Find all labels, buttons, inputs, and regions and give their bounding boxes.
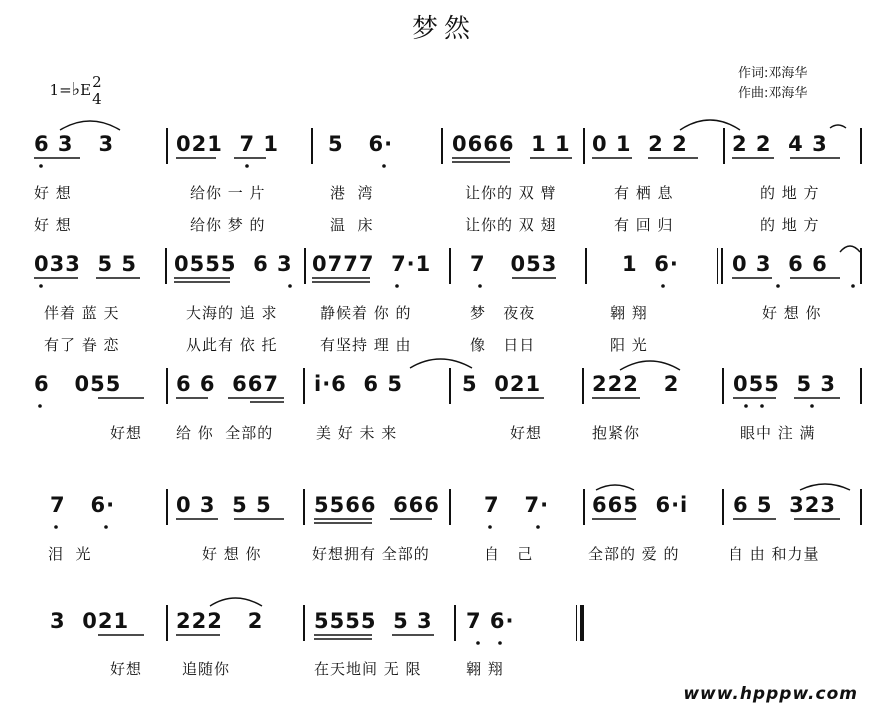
bar-line — [166, 605, 168, 641]
lyric: 好 想 — [34, 216, 72, 234]
lyric: 温 床 — [330, 216, 374, 234]
measure-notes: 6 6 667 — [176, 372, 279, 396]
slur — [210, 598, 262, 606]
final-bar-line — [580, 605, 584, 641]
flat-icon: ♭ — [71, 79, 81, 100]
octave-dot — [476, 641, 480, 645]
lyric: 有 回 归 — [614, 216, 674, 234]
bar-line — [722, 368, 724, 404]
slur-marks — [60, 120, 860, 606]
slur — [830, 125, 846, 128]
octave-dot — [744, 404, 748, 408]
lyric: 给你 梦 的 — [190, 216, 266, 234]
bar-line — [860, 489, 862, 525]
bar-line — [860, 248, 862, 284]
lyric: 好想 — [510, 424, 543, 442]
lyric: 梦 夜夜 — [470, 304, 536, 322]
octave-dot — [104, 525, 108, 529]
bar-line — [860, 128, 862, 164]
octave-dot — [498, 641, 502, 645]
underline-beams — [34, 158, 840, 639]
time-signature — [92, 74, 102, 108]
lyric: 让你的 双 翅 — [465, 216, 557, 234]
slur — [60, 121, 120, 130]
website-watermark: www.hpppw.com — [683, 684, 858, 704]
bar-line — [583, 128, 585, 164]
lyricist-credit: 作词:邓海华 — [738, 66, 808, 81]
slur — [680, 120, 740, 130]
lyric: 从此有 依 托 — [186, 336, 278, 354]
bar-line — [303, 489, 305, 525]
lyric: 翱 翔 — [466, 660, 504, 678]
bar-line — [304, 248, 306, 284]
key-prefix: 1= — [49, 81, 72, 99]
meter-bottom: 4 — [92, 90, 102, 108]
repeat-bar-line — [717, 248, 718, 284]
slur — [620, 361, 680, 370]
octave-dot — [536, 525, 540, 529]
lyric: 好想 — [110, 424, 143, 442]
meter-top: 2 — [92, 73, 102, 91]
slur — [840, 246, 860, 252]
slur — [410, 359, 472, 368]
octave-dot — [245, 164, 249, 168]
bar-line — [722, 489, 724, 525]
measure-notes: 222 2 — [592, 372, 680, 396]
bar-line — [583, 489, 585, 525]
measure-notes: 0 3 5 5 — [176, 493, 272, 517]
bar-line — [166, 128, 168, 164]
measure-notes: 033 5 5 — [34, 252, 137, 276]
octave-dot — [776, 284, 780, 288]
octave-dot — [661, 284, 665, 288]
lyric: 让你的 双 臂 — [465, 184, 557, 202]
slur — [800, 484, 850, 490]
measure-notes: 021 7 1 — [176, 132, 279, 156]
bar-line — [311, 128, 313, 164]
bar-line — [860, 368, 862, 404]
octave-dot — [382, 164, 386, 168]
lyric: 有 栖 息 — [614, 184, 674, 202]
octave-dot — [39, 164, 43, 168]
octave-dot — [54, 525, 58, 529]
lyric: 好 想 — [34, 184, 72, 202]
octave-dot — [288, 284, 292, 288]
measure-notes: 5555 5 3 — [314, 609, 433, 633]
lyric: 像 日日 — [470, 336, 536, 354]
repeat-bar-line — [721, 248, 723, 284]
measure-notes: 665 6·i — [592, 493, 689, 517]
final-bar-line — [576, 605, 577, 641]
bar-line — [449, 368, 451, 404]
lyric: 阳 光 — [610, 336, 648, 354]
measure-notes: 2 2 4 3 — [732, 132, 828, 156]
lyric: 有了 眷 恋 — [44, 336, 120, 354]
lyric: 泪 光 — [48, 545, 92, 563]
key-signature — [40, 56, 102, 108]
octave-dots — [38, 164, 855, 645]
bar-line — [585, 248, 587, 284]
lyric: 眼中 注 满 — [740, 424, 816, 442]
measure-notes: 0555 6 3 — [174, 252, 293, 276]
lyric: 的 地 方 — [760, 184, 820, 202]
octave-dot — [395, 284, 399, 288]
bar-line — [166, 489, 168, 525]
measure-notes: 3 021 — [50, 609, 130, 633]
lyric: 伴着 蓝 天 — [44, 304, 120, 322]
bar-line — [166, 368, 168, 404]
octave-dot — [760, 404, 764, 408]
octave-dot — [39, 284, 43, 288]
lyric: 好想 — [110, 660, 143, 678]
measure-notes: i·6 6 5 — [314, 372, 403, 396]
bar-line — [441, 128, 443, 164]
bar-line — [449, 489, 451, 525]
measure-notes: 7 6· — [466, 609, 515, 633]
lyric: 全部的 爱 的 — [588, 545, 680, 563]
lyric: 好想拥有 全部的 — [312, 545, 430, 563]
bar-line — [723, 128, 725, 164]
measure-notes: 7 053 — [470, 252, 558, 276]
octave-dot — [38, 404, 42, 408]
lyric: 追随你 — [182, 660, 231, 678]
measure-notes: 5 021 — [462, 372, 542, 396]
measure-notes: 6 5 323 — [733, 493, 836, 517]
measure-notes: 7 7· — [484, 493, 550, 517]
lyric: 美 好 未 来 — [316, 424, 398, 442]
bar-line — [449, 248, 451, 284]
song-title: 梦然 — [411, 14, 476, 44]
lyric: 给你 一 片 — [190, 184, 266, 202]
lyric: 自 由 和力量 — [728, 545, 820, 563]
composer-credit: 作曲:邓海华 — [738, 86, 808, 101]
lyric: 港 湾 — [330, 184, 374, 202]
lyric: 在天地间 无 限 — [314, 660, 422, 678]
measure-notes: 0 3 6 6 — [732, 252, 828, 276]
lyric: 大海的 追 求 — [186, 304, 278, 322]
measure-notes: 0777 7·1 — [312, 252, 432, 276]
lyric: 静候着 你 的 — [320, 304, 412, 322]
measure-notes: 7 6· — [50, 493, 116, 517]
lyric: 自 己 — [484, 545, 534, 563]
lyric: 有坚持 理 由 — [320, 336, 412, 354]
lyric: 好 想 你 — [762, 304, 822, 322]
bar-line — [303, 368, 305, 404]
measure-notes: 0666 1 1 — [452, 132, 571, 156]
lyric: 好 想 你 — [202, 545, 262, 563]
measure-notes: 6 055 — [34, 372, 122, 396]
lyric: 翱 翔 — [610, 304, 648, 322]
lyric: 给 你 全部的 — [176, 424, 274, 442]
lyric: 的 地 方 — [760, 216, 820, 234]
octave-dot — [810, 404, 814, 408]
octave-dot — [478, 284, 482, 288]
measure-notes: 5 6· — [328, 132, 394, 156]
bar-line — [454, 605, 456, 641]
bar-line — [303, 605, 305, 641]
bar-line — [582, 368, 584, 404]
measure-notes: 6 3 3 — [34, 132, 115, 156]
key-tonic: E — [80, 81, 92, 99]
measure-notes: 0 1 2 2 — [592, 132, 688, 156]
measure-notes: 5566 666 — [314, 493, 440, 517]
measure-notes: 1 6· — [622, 252, 679, 276]
octave-dot — [851, 284, 855, 288]
measure-notes: 055 5 3 — [733, 372, 836, 396]
lyric: 抱紧你 — [592, 424, 641, 442]
bar-line — [165, 248, 167, 284]
measure-notes: 222 2 — [176, 609, 264, 633]
slur — [596, 485, 634, 490]
octave-dot — [488, 525, 492, 529]
